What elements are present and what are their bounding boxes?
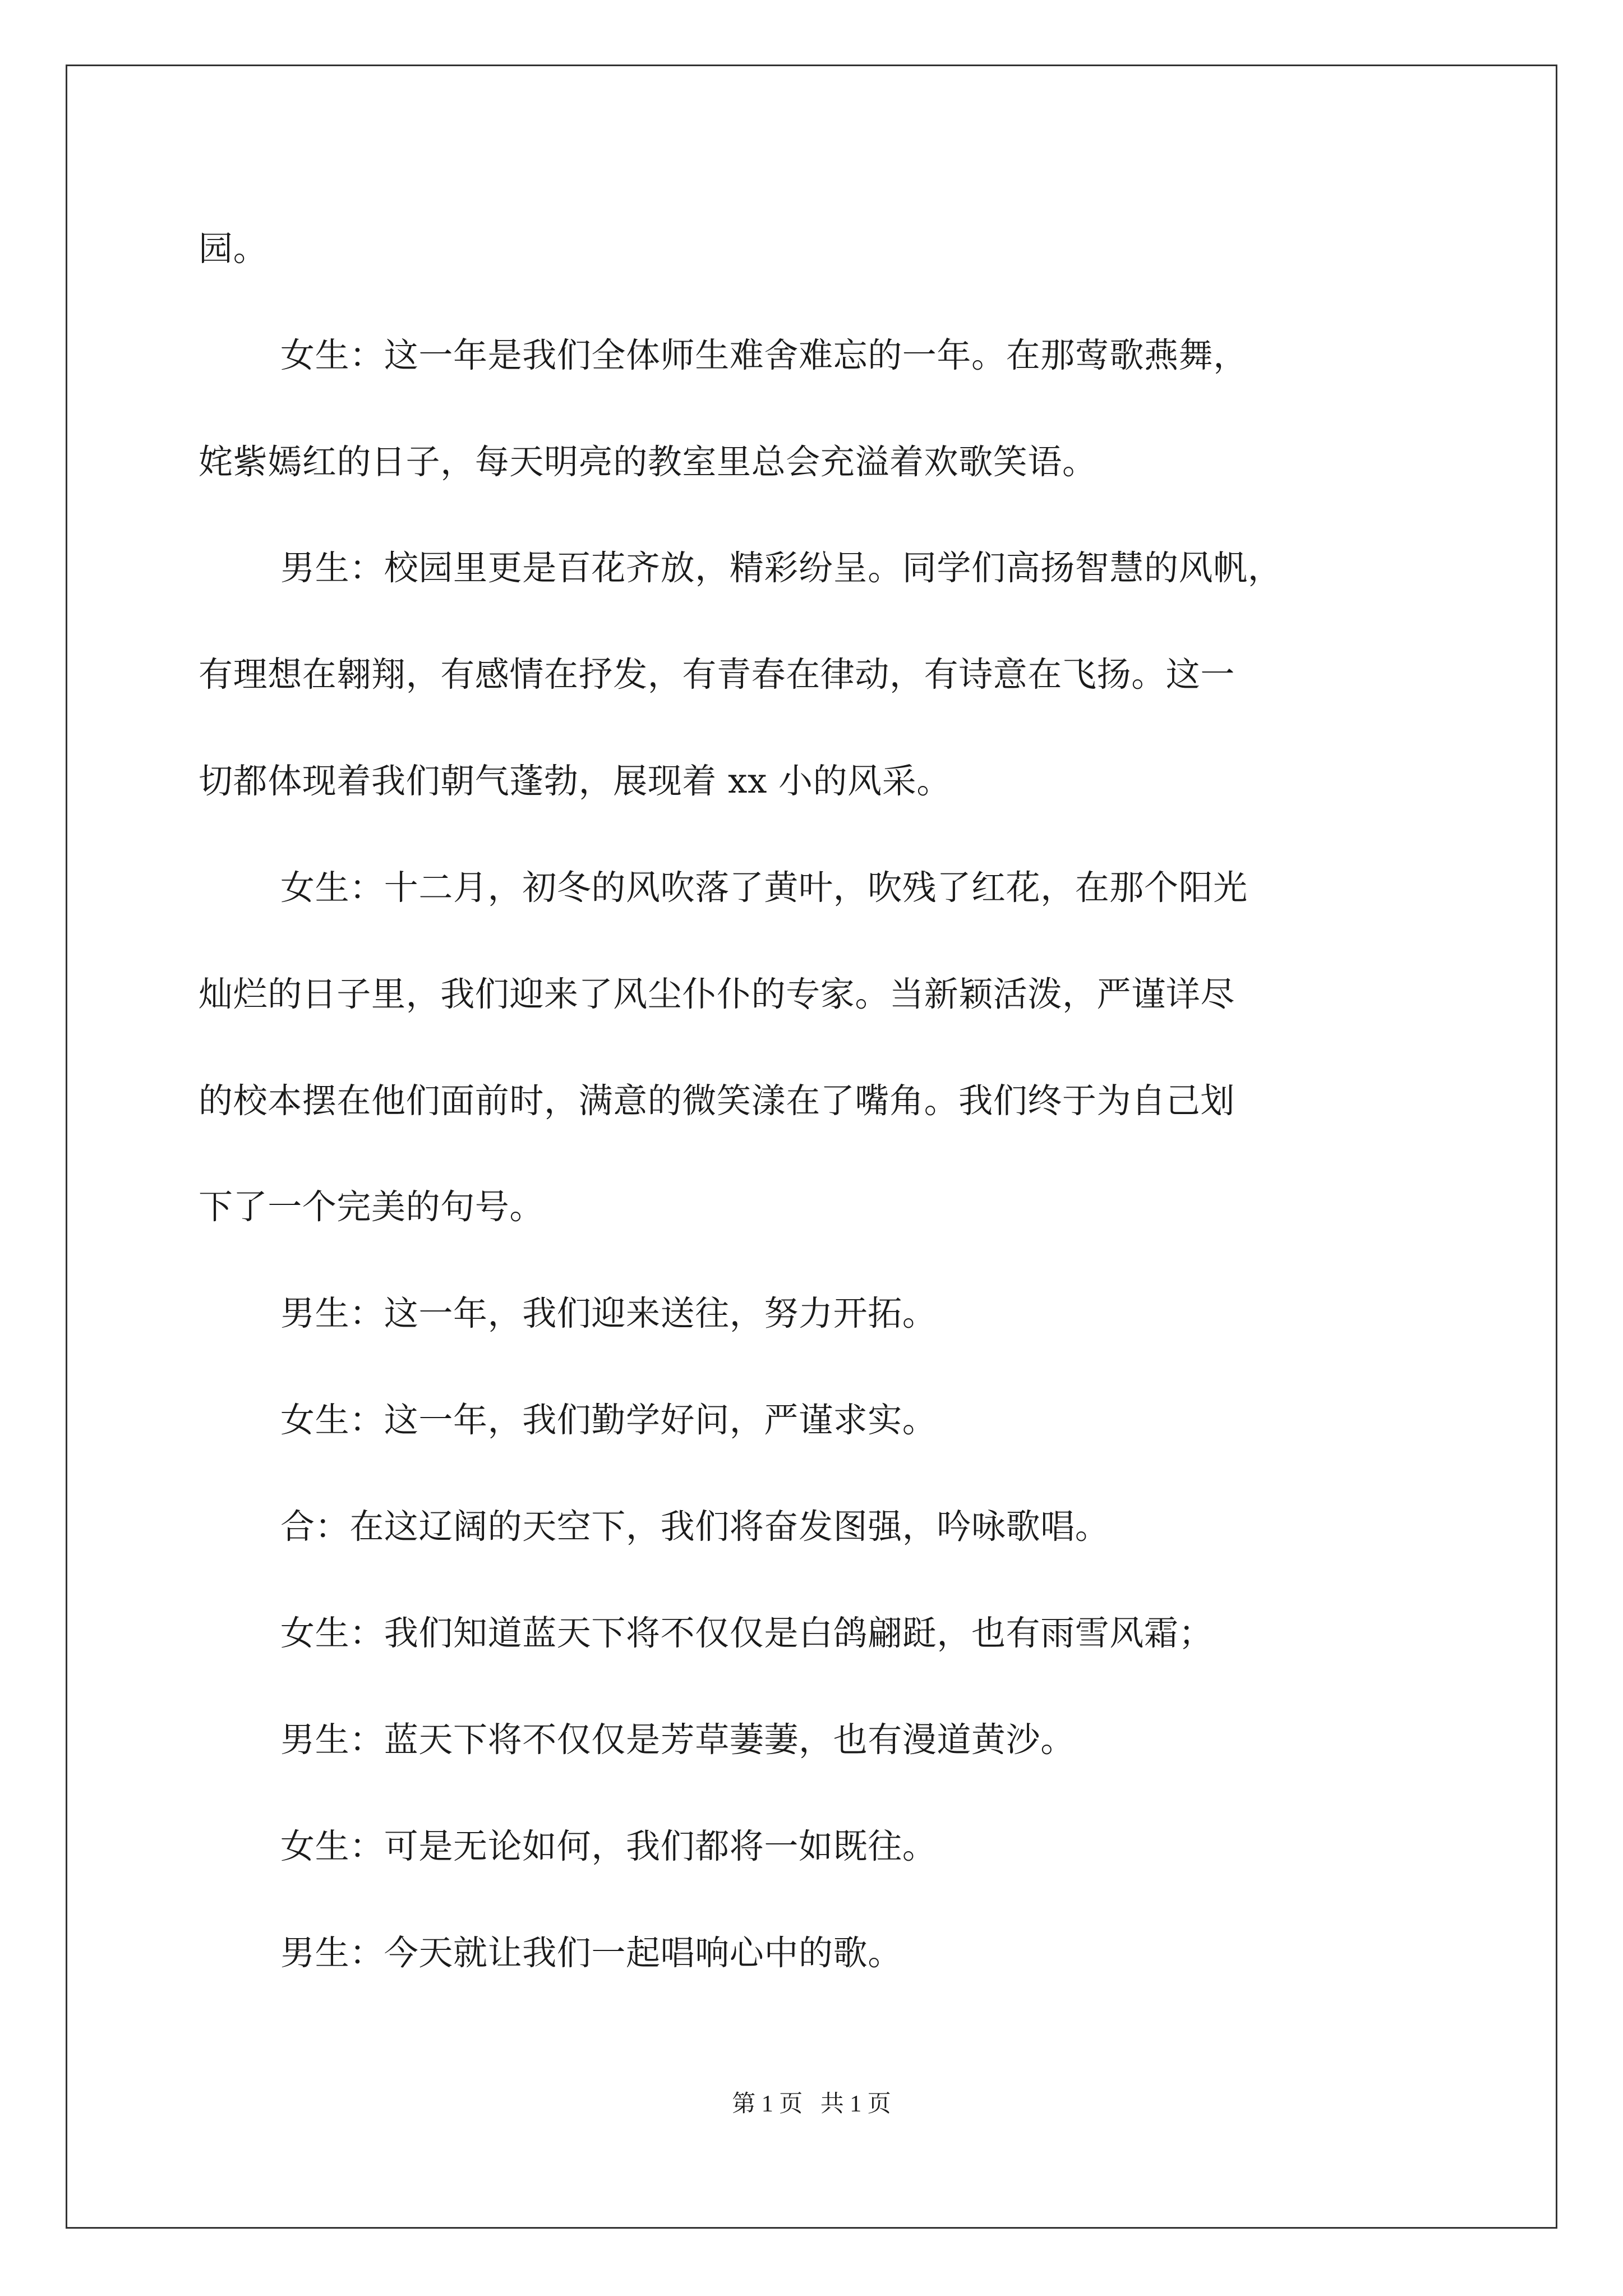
text-line: 下了一个完美的句号。 [199, 1187, 545, 1227]
text-line: 切都体现着我们朝气蓬勃，展现着 xx 小的风采。 [199, 761, 951, 801]
page-border [66, 65, 1557, 2229]
text-line: 女生：这一年是我们全体师生难舍难忘的一年。在那莺歌燕舞， [280, 335, 1248, 375]
text-line: 男生：蓝天下将不仅仅是芳草萋萋，也有漫道黄沙。 [280, 1720, 1075, 1760]
text-line: 有理想在翱翔，有感情在抒发，有青春在律动，有诗意在飞扬。这一 [199, 655, 1235, 694]
text-line: 合：在这辽阔的天空下，我们将奋发图强，吟咏歌唱。 [280, 1507, 1110, 1547]
page-footer: 第 1 页 共 1 页 [732, 2091, 891, 2117]
text-line: 园。 [199, 229, 268, 269]
text-line: 男生：这一年，我们迎来送往，努力开拓。 [280, 1294, 937, 1333]
text-line: 女生：十二月，初冬的风吹落了黄叶，吹残了红花，在那个阳光 [280, 868, 1248, 908]
text-line: 男生：今天就让我们一起唱响心中的歌。 [280, 1933, 902, 1973]
text-line: 女生：我们知道蓝天下将不仅仅是白鸽翩跹，也有雨雪风霜； [280, 1613, 1214, 1653]
text-line: 女生：这一年，我们勤学好问，严谨求实。 [280, 1400, 937, 1440]
text-line: 女生：可是无论如何，我们都将一如既往。 [280, 1826, 937, 1866]
text-line: 灿烂的日子里，我们迎来了风尘仆仆的专家。当新颖活泼，严谨详尽 [199, 974, 1235, 1014]
text-line: 的校本摆在他们面前时，满意的微笑漾在了嘴角。我们终于为自己划 [199, 1081, 1235, 1121]
text-line: 男生：校园里更是百花齐放，精彩纷呈。同学们高扬智慧的风帆， [280, 548, 1283, 588]
text-line: 姹紫嫣红的日子，每天明亮的教室里总会充溢着欢歌笑语。 [199, 442, 1097, 482]
